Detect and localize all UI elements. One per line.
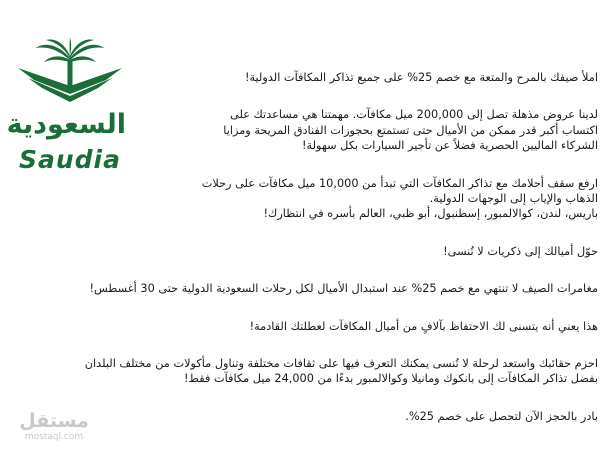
paragraph-book-now xyxy=(128,409,598,424)
paragraph-line: احزم حقائبك واستعد لرحلة لا تُنسى يمكنك التعرف فيها على ثقافات مختلفة وتناول مأكولات من مختلف البلدان xyxy=(84,357,598,371)
paragraph-line: هذا يعني أنه يتسنى لك الاحتفاظ بآلافٍ من أميال المكافآت لعطلتك القادمة! xyxy=(249,319,598,333)
paragraph-summer-adventures xyxy=(89,281,598,296)
paragraph-line: املأ صيفك بالمرح والمتعة مع خصم 25% على جميع تذاكر المكافآت الدولية! xyxy=(244,71,598,84)
paragraph-line: ارفع سقف أحلامك مع تذاكر المكافآت التي تبدأ من 10,000 ميل مكافآت على رحلات xyxy=(201,176,598,190)
paragraph-keep-miles xyxy=(128,319,598,334)
paragraph-pack-bags xyxy=(84,356,598,387)
paragraph-line: الذهاب والإياب إلى الوجهات الدولية. xyxy=(429,192,598,206)
watermark-arabic: مستقل xyxy=(19,410,89,432)
paragraph-convert-miles xyxy=(128,244,598,259)
saudia-logo xyxy=(6,38,126,176)
paragraph-intro xyxy=(128,70,598,85)
paragraph-line: بادر بالحجز الآن لتحصل على خصم 25%. xyxy=(405,409,598,423)
paragraph-line: حوّل أميالك إلى ذكريات لا تُنسى! xyxy=(443,244,598,258)
paragraph-line: لدينا عروض مذهلة تصل إلى 200,000 ميل مكافآت. مهمتنا هي مساعدتك على xyxy=(230,108,598,122)
logo-arabic-text: السعودية xyxy=(6,109,126,140)
mostaql-watermark xyxy=(14,410,94,443)
paragraph-line: بفضل تذاكر المكافآت إلى بانكوك ومانيلا وكوالالمبور بدءًا من 24,000 ميل مكافآت فقط! xyxy=(184,372,598,386)
article-body xyxy=(84,70,598,446)
paragraph-line: باريس، لندن، كوالالمبور، إسطنبول، أبو ظبي، العالم بأسره في انتظارك! xyxy=(263,207,598,221)
watermark-latin: mostaql.com xyxy=(24,432,84,442)
palm-tree-swords-emblem-icon xyxy=(14,38,126,110)
logo-english-text: Saudia xyxy=(18,145,121,174)
paragraph-line: اكتساب أكبر قدر ممكن من الأميال حتى تستمتع بحجوزات الفنادق المريحة ومزايا xyxy=(223,123,598,137)
paragraph-dreams xyxy=(128,176,598,222)
paragraph-line: مغامرات الصيف لا تنتهي مع خصم 25% عند استبدال الأميال لكل رحلات السعودية الدولية حتى 30 أغسطس! xyxy=(89,282,598,296)
paragraph-offers xyxy=(128,107,598,153)
paragraph-line: الشركاء الماليين الحصرية فضلاً عن تأجير السيارات بكل سهولة! xyxy=(302,139,598,153)
